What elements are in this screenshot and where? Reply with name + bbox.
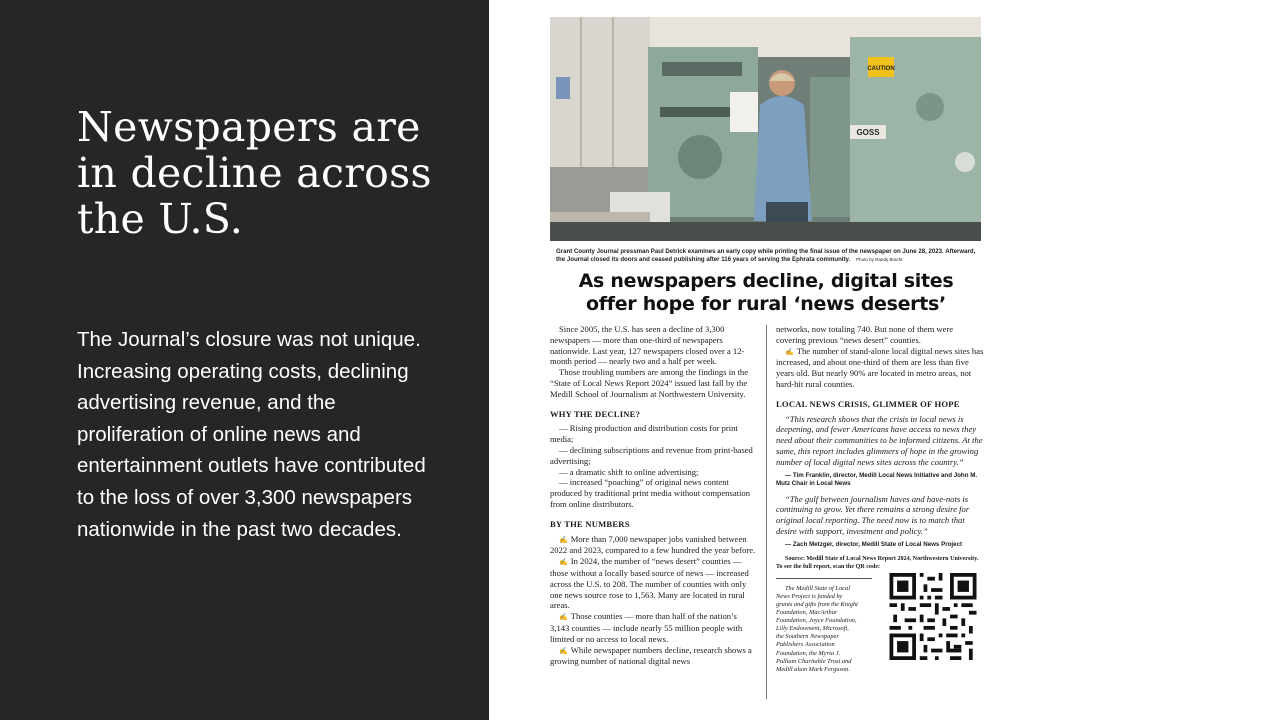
section-heading-local-news-crisis: LOCAL NEWS CRISIS, GLIMMER OF HOPE: [776, 398, 960, 409]
decline-reason: — Rising production and distribution costs for print media;: [550, 423, 738, 445]
article-paragraph: Those troubling numbers are among the findings in the “State of Local News Report 2024” issued last fall by the Medill School of Journalism at Northwestern University.: [550, 367, 749, 399]
funding-note: The Medill State of Local News Project is funded by grants and gifts from the Knight Foundation, MacArthur Foundation, Joyce Foundation, Lilly Endowment, Microsoft, the Southern Newspaper Publishers Association Foundation, the Myrta J. Pulliam Charitable Trust and Medill alum Mark Ferguson.: [776, 584, 858, 673]
newspaper-clipping: [547, 15, 985, 705]
article-column-left: [550, 324, 757, 667]
article-column-right: [776, 324, 984, 685]
article-paragraph: Since 2005, the U.S. has seen a decline of 3,300 newspapers — more than one-third of newspapers nationwide. Last year, 127 newspapers closed over a 12-month period — nearly two and a half per week.: [550, 324, 745, 367]
photo-credit: Photo by Randy Bracht: [856, 257, 903, 262]
printing-press-photo: [550, 17, 981, 241]
qr-code-icon[interactable]: [887, 573, 979, 660]
decline-reason: — increased “poaching” of original news content produced by traditional print media without compensation from online distributors.: [550, 477, 750, 509]
article-paragraph: networks, now totaling 740. But none of them were covering previous “news desert” counties.: [776, 324, 954, 345]
photo-caption: [556, 248, 981, 264]
writing-hand-icon: ✍: [785, 347, 794, 356]
section-heading-by-the-numbers: BY THE NUMBERS: [550, 518, 630, 529]
quote-attribution: — Zach Metzger, director, Medill State of Local News Project: [785, 540, 963, 548]
goss-logo-plate: GOSS: [856, 128, 880, 137]
writing-hand-icon: ✍: [559, 613, 568, 622]
quote-metzger: “The gulf between journalism haves and have-nots is continuing to grow. Yet there remains a strong desire for original local reporting. The need now is to match that desire with support, investment and policy.”: [776, 493, 970, 536]
slide-title: Newspapers are in decline across the U.S.: [77, 103, 432, 243]
number-item: ✍ Those counties — more than half of the nation’s 3,143 counties — include nearly 55 million people with limited or no access to local news.: [550, 611, 743, 644]
number-item: ✍ In 2024, the number of “news desert” counties — those without a locally based source of news — increased across the U.S. to 208. The number of counties with only one news source rose to 1,563. Many are located in rural areas.: [550, 556, 749, 611]
slide-body-text: The Journal’s closure was not unique. Increasing operating costs, declining advertising revenue, and the proliferation of online news and entertainment outlets have contributed to the loss of over 3,300 newspapers nationwide in the past two decades.: [77, 328, 426, 541]
section-heading-why-decline: WHY THE DECLINE?: [550, 408, 641, 419]
quote-franklin: “This research shows that the crisis in local news is deepening, and fewer Americans have access to news they need about their communities to be informed citizens. At the same, this report includes glimmers of hope in the growing number of local digital news sites across the country.”: [776, 413, 983, 467]
writing-hand-icon: ✍: [559, 646, 568, 655]
headline-line-1: As newspapers decline, digital sites: [578, 270, 954, 292]
article-paragraph: ✍ The number of stand-alone local digital news sites has increased, and about one-third of them are less than five years old. But nearly 90% are located in metro areas, not hard-hit rural counties.: [776, 345, 984, 389]
caption-text: Grant County Journal pressman Paul Detrick examines an early copy while printing the final issue of the newspaper on June 28, 2023. Afterward, the Journal closed its doors and ceased publishing after 116 years of serving the Ephrata community.: [556, 248, 976, 263]
column-divider: [766, 325, 767, 699]
divider-rule: [776, 578, 872, 579]
headline-line-2: offer hope for rural ‘news deserts’: [586, 293, 946, 315]
writing-hand-icon: ✍: [559, 558, 568, 567]
quote-attribution: — Tim Franklin, director, Medill Local News Initiative and John M. Mutz Chair in Local News: [776, 471, 978, 487]
number-item: ✍ More than 7,000 newspaper jobs vanished between 2022 and 2023, compared to a few hundred the year before.: [550, 533, 756, 556]
decline-reason: — declining subscriptions and revenue from print-based advertising;: [550, 444, 753, 466]
decline-reason: — a dramatic shift to online advertising;: [559, 466, 699, 477]
funding-block: [776, 585, 984, 685]
article-headline: [547, 270, 985, 316]
source-note: Source: Medill State of Local News Report 2024, Northwestern University. To see the full report, scan the QR code:: [776, 555, 979, 570]
writing-hand-icon: ✍: [559, 535, 568, 544]
number-item: ✍ While newspaper numbers decline, research shows a growing number of national digital news: [550, 644, 752, 667]
caution-sign: CAUTION: [867, 66, 895, 72]
title-panel: [0, 0, 489, 720]
